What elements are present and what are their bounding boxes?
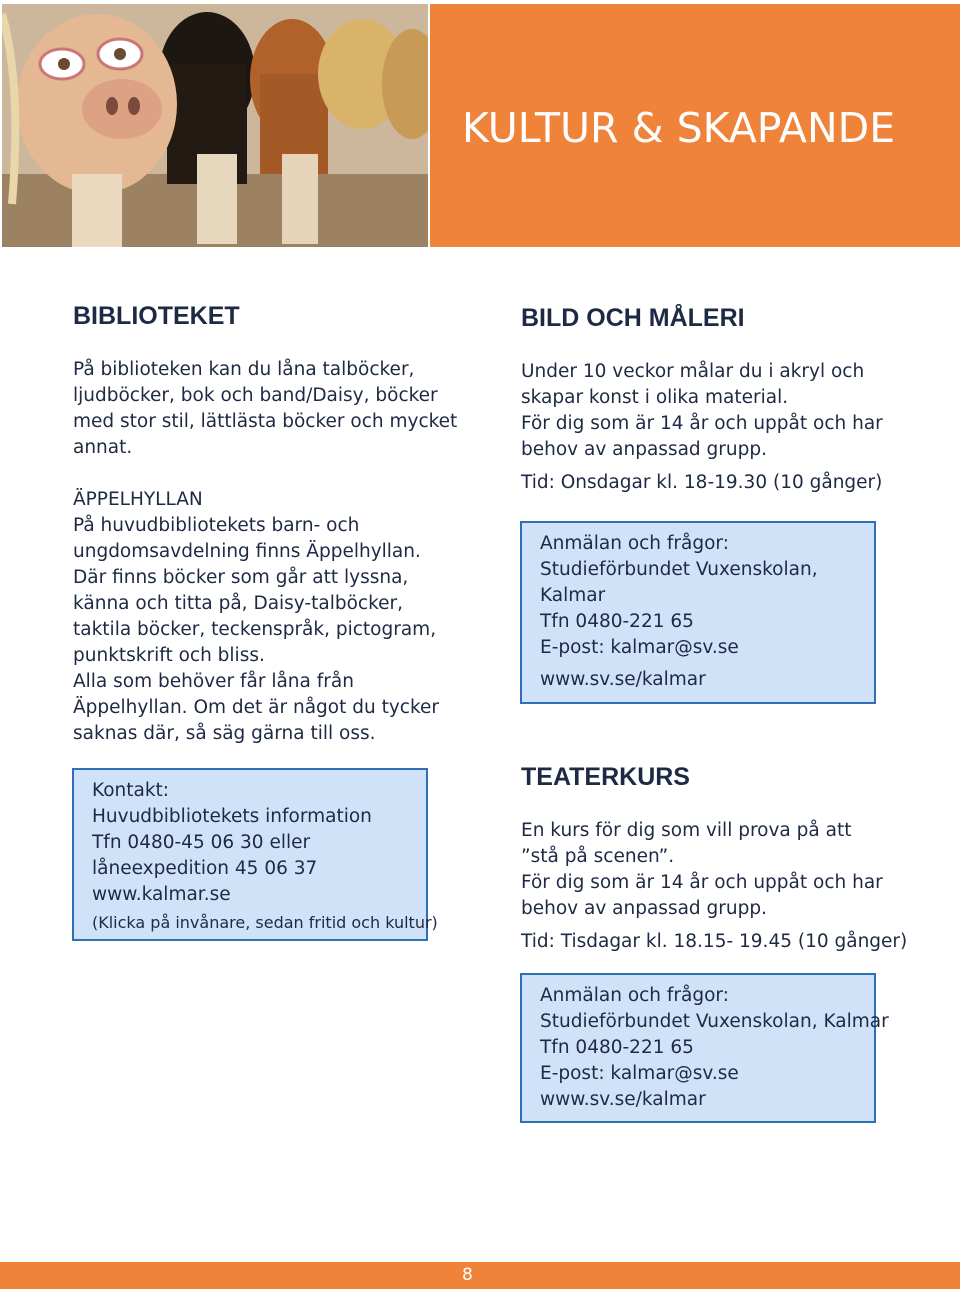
teater-text <box>521 818 883 922</box>
appelhyllan-heading: ÄPPELHYLLAN <box>73 489 203 510</box>
puppet-photo-illustration <box>2 4 428 247</box>
bild-time: Tid: Onsdagar kl. 18-19.30 (10 gånger) <box>521 472 883 493</box>
text-line: För dig som är 14 år och uppåt och har <box>521 872 883 893</box>
contact-line: Studieförbundet Vuxenskolan, <box>540 559 818 580</box>
text-line: behov av anpassad grupp. <box>521 439 767 460</box>
kalmar-link[interactable]: www.kalmar.se <box>92 884 231 905</box>
appelhyllan-text <box>73 487 439 747</box>
text-line: med stor stil, lättlästa böcker och mycket <box>73 411 458 432</box>
bibliotek-contact-box <box>72 768 438 941</box>
text-line: saknas där, så säg gärna till oss. <box>73 723 376 744</box>
sv-link[interactable]: www.sv.se/kalmar <box>540 669 706 690</box>
header-photo <box>2 4 428 247</box>
teater-time: Tid: Tisdagar kl. 18.15- 19.45 (10 gånger) <box>521 931 908 952</box>
text-line: ”stå på scenen”. <box>521 846 675 867</box>
header-banner <box>430 4 960 247</box>
text-line: Äppelhyllan. Om det är något du tycker <box>73 697 440 718</box>
bild-heading: BILD OCH MÅLERI <box>521 304 745 332</box>
contact-line: Anmälan och frågor: <box>540 985 729 1006</box>
teater-contact-box <box>520 973 889 1123</box>
bibliotek-heading: BIBLIOTEKET <box>73 302 240 330</box>
contact-line: låneexpedition 45 06 37 <box>92 858 318 879</box>
text-line: skapar konst i olika material. <box>521 387 789 408</box>
email-link[interactable]: E-post: kalmar@sv.se <box>540 1063 739 1084</box>
bild-contact-box <box>520 521 876 704</box>
contact-line: Kalmar <box>540 585 606 606</box>
contact-line: Studieförbundet Vuxenskolan, Kalmar <box>540 1011 889 1032</box>
bibliotek-text <box>73 357 457 461</box>
text-line: På biblioteken kan du låna talböcker, <box>73 359 415 380</box>
text-line: Där finns böcker som går att lyssna, <box>73 567 409 588</box>
text-line: behov av anpassad grupp. <box>521 898 767 919</box>
text-line: känna och titta på, Daisy-talböcker, <box>73 593 403 614</box>
contact-line: Tfn 0480-221 65 <box>540 1037 694 1058</box>
contact-line: Kontakt: <box>92 780 170 801</box>
contact-line: Tfn 0480-221 65 <box>540 611 694 632</box>
contact-line: Huvudbibliotekets information <box>92 806 372 827</box>
text-line: ungdomsavdelning finns Äppelhyllan. <box>73 541 421 562</box>
text-line: punktskrift och bliss. <box>73 645 265 666</box>
text-line: En kurs för dig som vill prova på att <box>521 820 852 841</box>
page-title: KULTUR & SKAPANDE <box>462 104 896 152</box>
page-number: 8 <box>462 1265 473 1285</box>
text-line: Under 10 veckor målar du i akryl och <box>521 361 865 382</box>
text-line: taktila böcker, teckenspråk, pictogram, <box>73 619 437 640</box>
email-link[interactable]: E-post: kalmar@sv.se <box>540 637 739 658</box>
text-line: Alla som behöver får låna från <box>73 671 354 692</box>
bild-text <box>521 359 883 463</box>
teater-heading: TEATERKURS <box>521 763 690 791</box>
text-line: ljudböcker, bok och band/Daisy, böcker <box>73 385 438 406</box>
contact-line: Tfn 0480-45 06 30 eller <box>92 832 311 853</box>
text-line: På huvudbibliotekets barn- och <box>73 515 360 536</box>
sv-link[interactable]: www.sv.se/kalmar <box>540 1089 706 1110</box>
footer-bar <box>0 1262 960 1289</box>
contact-line: Anmälan och frågor: <box>540 533 729 554</box>
text-line: För dig som är 14 år och uppåt och har <box>521 413 883 434</box>
contact-note: (Klicka på invånare, sedan fritid och kultur) <box>92 913 438 932</box>
text-line: annat. <box>73 437 133 458</box>
